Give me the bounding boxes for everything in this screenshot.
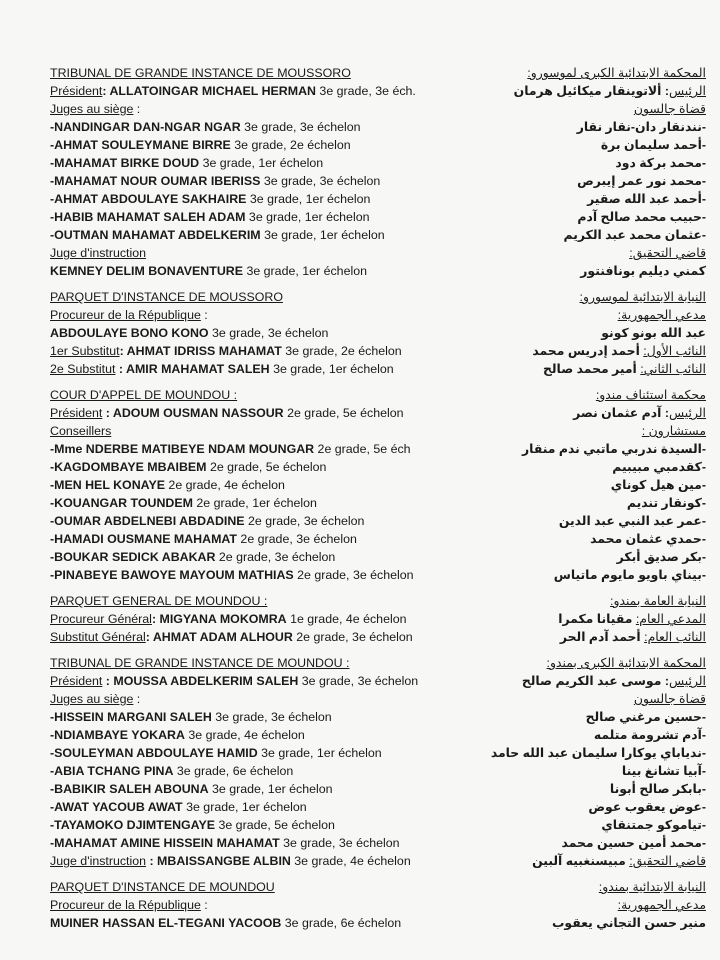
person-name: : موسى عبد الكريم صالح [521,674,669,688]
person-name: ABDOULAYE BONO KONO [50,326,209,340]
grade-text: 3e grade, 3e échelon [260,174,381,188]
person-name: -OUMAR ABDELNEBI ABDADINE [50,514,245,528]
councillors-list [50,440,470,584]
grade-text: 3e grade, 1er échelon [246,192,371,206]
section-title: COUR D'APPEL DE MOUNDOU : [50,388,238,402]
section-title: TRIBUNAL DE GRANDE INSTANCE DE MOUNDOU : [50,656,350,670]
section-title: PARQUET D'INSTANCE DE MOUSSORO [50,290,283,304]
person-name: : AMIR MAHAMAT SALEH [115,362,270,376]
role-label: Procureur de la République [50,308,201,322]
list-item [50,440,470,458]
person-name: : آدم عثمان نصر [573,406,669,420]
person-name: -حسين مرغني صالح [585,710,706,724]
section-parquet-moussoro-ar [476,288,706,378]
grade-text: 2e grade, 3e échelon [215,550,336,564]
person-name: : ADOUM OUSMAN NASSOUR [102,406,284,420]
list-item [476,708,706,726]
role-label: مستشارون : [641,424,706,438]
person-name: -SOULEYMAN ABDOULAYE HAMID [50,746,258,760]
person-name: -كقدمبي مبيبيم [612,460,706,474]
role-label: المدعي العام: [635,612,706,626]
list-item [476,834,706,852]
grade-text: 3e grade, 5e échelon [215,818,335,832]
role-label: قضاة جالسون [633,692,706,706]
person-name: : ألاتوينقار ميكائيل هرمان [513,84,669,98]
list-item [50,458,470,476]
grade-text: 3e grade, 4e échelon [184,728,305,742]
list-item [476,476,706,494]
person-name: : AHMAT IDRISS MAHAMAT [119,344,282,358]
role-label: قاضي التحقيق: [629,854,706,868]
role-label: الرئيس [668,406,706,420]
person-name: -نندنقار دان-نقار نقار [576,120,706,134]
list-item [50,494,470,512]
person-name: -حمدي عثمان محمد [590,532,706,546]
person-name: -Mme NDERBE MATIBEYE NDAM MOUNGAR [50,442,315,456]
section-cour-appel-moundou-ar [476,386,706,584]
section-parquet-moundou-ar [476,878,706,932]
section-title: محكمة استئناف مندو: [595,388,706,402]
person-name: -عثمان محمد عبد الكريم [563,228,706,242]
grade-text: 2e grade, 3e échelon [244,514,365,528]
list-item [476,744,706,762]
list-item [476,530,706,548]
grade-text: 3e grade, 1er échelon [199,156,324,170]
section-tgi-moundou-ar [476,654,706,870]
person-name: : ALLATOINGAR MICHAEL HERMAN [102,84,316,98]
section-title: النيابة العامة بمندو: [610,594,706,608]
role-label: مدعي الجمهورية: [617,898,706,912]
person-name: : MBAISSANGBE ALBIN [146,854,291,868]
role-label: Procureur de la République [50,898,201,912]
grade-text: 2e grade, 5e échelon [283,406,404,420]
section-parquet-moundou: PARQUET D'INSTANCE DE MOUNDOU Procureur de la République : MUINER HASSAN EL-TEGANI YACOOB 3e grade, 6e échelon [50,880,402,930]
judges-list [476,118,706,244]
person-name: -OUTMAN MAHAMAT ABDELKERIM [50,228,261,242]
list-item [50,708,470,726]
list-item [476,136,706,154]
list-item [476,458,706,476]
section-title: PARQUET D'INSTANCE DE MOUNDOU [50,880,275,894]
person-name: -بابكر صالح أبونا [609,782,706,796]
role-label: الرئيس [668,674,706,688]
grade-text: 2e grade, 3e échelon [292,630,413,644]
grade-text: 2e grade, 3e échelon [293,568,414,582]
list-item [50,798,470,816]
list-item [50,154,470,172]
list-item [50,780,470,798]
list-item [50,548,470,566]
list-item [50,566,470,584]
list-item [476,798,706,816]
grade-text: 3e grade, 1er échelon [182,800,307,814]
person-name: : AHMAT ADAM ALHOUR [145,630,293,644]
grade-text: 3e grade, 2e échelon [230,138,351,152]
section-title: TRIBUNAL DE GRANDE INSTANCE DE MOUSSORO [50,66,351,80]
grade-text: 3e grade, 3e échelon [208,326,329,340]
person-name: -ABIA TCHANG PINA [50,764,174,778]
section-title: المحكمة الابتدائية الكبرى لموسورو: [527,66,706,80]
role-label: النائب العام: [644,630,706,644]
role-label: النائب الثاني: [640,362,706,376]
person-name: -محمد نور عمر إيبرص [577,174,706,188]
section-title: النيابة الابتدائية بمندو: [598,880,706,894]
grade-text: 2e grade, 5e éch [314,442,411,456]
role-label: Président [50,406,103,420]
person-name: -HABIB MAHAMAT SALEH ADAM [50,210,246,224]
role-label: Procureur Général [50,612,152,626]
grade-text: 3e grade, 6e échelon [281,916,402,930]
grade-text: 2e grade, 5e échelon [206,460,327,474]
role-label: Conseillers [50,424,112,438]
grade-text: 3e grade, 3e échelon [279,836,400,850]
list-item [476,154,706,172]
person-name: -NANDINGAR DAN-NGAR NGAR [50,120,241,134]
role-label: قاضي التحقيق: [629,246,706,260]
role-label: قضاة جالسون [633,102,706,116]
section-tgi-moundou: TRIBUNAL DE GRANDE INSTANCE DE MOUNDOU : Président : MOUSSA ABDELKERIM SALEH 3e grade, 3e échelon Juges au siège : -HISSEIN MARGANI SALEH 3e grade, 3e échelon -NDIAMBAYE YOKARA 3e grade, 4e échelon -SOULEYMAN ABDOULAYE HAMID 3e grade, 1er échelon -ABIA TCHANG PINA 3e grade, 6e échelon -BABIKIR SALEH ABOUNA 3e grade, 1er échelon -AWAT YACOUB AWAT 3e grade, 1er échelon -TAYAMOKO DJIMTENGAYE 3e grade, 5e échelon -MAHAMAT AMINE HISSEIN MAHAMAT 3e grade, 3e échelon Juge d'instruction : MBAISSANGBE ALBIN 3e grade, 4e échelon [50,654,470,870]
list-item [50,816,470,834]
grade-text: 3e grade, 1er échelon [260,228,385,242]
person-name: منير حسن التجاني يعقوب [551,916,706,930]
role-label: الرئيس [668,84,706,98]
grade-text: 3e grade, 1er échelon [243,264,367,278]
person-name: -حبيب محمد صالح آدم [577,210,706,224]
section-parquet-general-moundou-ar [476,592,706,646]
person-name: -AHMAT SOULEYMANE BIRRE [50,138,231,152]
list-item [50,744,470,762]
section-tgi-moussoro: TRIBUNAL DE GRANDE INSTANCE DE MOUSSORO Président: ALLATOINGAR MICHAEL HERMAN 3e grade, 3e éch. Juges au siège : -NANDINGAR DAN-NGAR NGAR 3e grade, 3e échelon -AHMAT SOULEYMANE BIRRE 3e grade, 2e échelon -MAHAMAT BIRKE DOUD 3e grade, 1er échelon -MAHAMAT NOUR OUMAR IBERISS 3e grade, 3e échelon -AHMAT ABDOULAYE SAKHAIRE 3e grade, 1er échelon -HABIB MAHAMAT SALEH ADAM 3e grade, 1er échelon -OUTMAN MAHAMAT ABDELKERIM 3e grade, 1er échelon Juge d'instruction KEMNEY DELIM BONAVENTURE 3e grade, 1er échelon [50,64,470,280]
person-name: أحمد آدم الحر [559,630,645,644]
person-name: -أحمد سليمان برة [600,138,706,152]
role-label: مدعي الجمهورية: [617,308,706,322]
person-name: -ندياباي يوكارا سليمان عبد الله حامد [490,746,706,760]
list-item [50,190,470,208]
person-name: -كونقار تنديم [626,496,706,510]
role-label: Juge d'instruction [50,246,147,260]
grade-text: 3e grade, 3e éch. [315,84,416,98]
list-item [476,208,706,226]
list-item [50,136,470,154]
grade-text: 3e grade, 3e échelon [211,710,332,724]
person-name: -محمد أمين حسين محمد [561,836,706,850]
list-item [476,726,706,744]
person-name: -PINABEYE BAWOYE MAYOUM MATHIAS [50,568,294,582]
list-item [476,440,706,458]
person-name: MUINER HASSAN EL-TEGANI YACOOB [50,916,282,930]
person-name: -MAHAMAT BIRKE DOUD [50,156,200,170]
grade-text: 2e grade, 1er échelon [192,496,317,510]
person-name: -MAHAMAT NOUR OUMAR IBERISS [50,174,261,188]
person-name: -مين هيل كوناي [610,478,706,492]
person-name: أمير محمد صالح [542,362,641,376]
list-item [50,208,470,226]
person-name: -محمد بركة دود [615,156,706,170]
french-column [50,64,470,936]
person-name: -السيدة ندربي ماتبي ندم منقار [522,442,706,456]
section-cour-appel-moundou [50,386,470,584]
role-label: Substitut Général [50,630,146,644]
list-item [50,530,470,548]
grade-text: 3e grade, 1er échelon [257,746,382,760]
list-item [50,834,470,852]
list-item [50,476,470,494]
person-name: -آدم تشرومة متلمه [593,728,706,742]
grade-text: 3e grade, 1er échelon [208,782,333,796]
grade-text: 2e grade, 3e échelon [236,532,357,546]
councillors-list [476,440,706,584]
list-item [476,762,706,780]
list-item [50,172,470,190]
list-item [50,512,470,530]
section-title: PARQUET GENERAL DE MOUNDOU : [50,594,268,608]
person-name: -BOUKAR SEDICK ABAKAR [50,550,216,564]
person-name: -AWAT YACOUB AWAT [50,800,183,814]
judges-list [50,118,470,244]
role-label: Président [50,674,103,688]
person-name: -تياموكو جمتنقاي [601,818,706,832]
person-name: : MIGYANA MOKOMRA [151,612,287,626]
list-item [476,118,706,136]
person-name: أحمد إدريس محمد [532,344,644,358]
judges-list [476,708,706,852]
person-name: -BABIKIR SALEH ABOUNA [50,782,209,796]
role-label: النائب الأول: [643,344,706,358]
person-name: -MEN HEL KONAYE [50,478,165,492]
list-item [50,118,470,136]
section-title: النيابة الابتدائية لموسورو: [579,290,706,304]
role-label: Juge d'instruction [50,854,147,868]
grade-text: 3e grade, 1er échelon [269,362,394,376]
section-parquet-moussoro: PARQUET D'INSTANCE DE MOUSSORO Procureur de la République : ABDOULAYE BONO KONO 3e grade, 3e échelon 1er Substitut: AHMAT IDRISS MAHAMAT 3e grade, 2e échelon 2e Substitut : AMIR MAHAMAT SALEH 3e grade, 1er échelon [50,290,402,376]
grade-text: 3e grade, 6e échelon [173,764,294,778]
list-item [476,816,706,834]
person-name: مبيسنغبيه آلبين [532,854,630,868]
person-name: -NDIAMBAYE YOKARA [50,728,185,742]
person-name: -بيناي باويو مايوم ماتياس [553,568,706,582]
section-tgi-moussoro-ar [476,64,706,280]
section-title: المحكمة الابتدائية الكبرى بمندو: [546,656,706,670]
list-item [476,780,706,798]
person-name: : MOUSSA ABDELKERIM SALEH [102,674,299,688]
list-item [476,226,706,244]
person-name: -AHMAT ABDOULAYE SAKHAIRE [50,192,247,206]
section-parquet-general-moundou [50,592,470,646]
role-label: Juges au siège [50,692,134,706]
person-name: -KAGDOMBAYE MBAIBEM [50,460,207,474]
person-name: -عوض يعقوب عوض [588,800,706,814]
list-item [50,726,470,744]
grade-text: 3e grade, 3e échelon [240,120,361,134]
grade-text: 3e grade, 4e échelon [290,854,411,868]
person-name: -عمر عبد النبي عبد الدين [558,514,706,528]
role-label: 2e Substitut [50,362,116,376]
person-name: كمني ديليم بونافنتور [580,264,706,278]
person-name: -بكر صديق أبكر [616,550,706,564]
person-name: -آبيا تشانغ بينا [621,764,706,778]
list-item [476,512,706,530]
list-item [50,226,470,244]
list-item [50,762,470,780]
role-label: 1er Substitut [50,344,120,358]
person-name: KEMNEY DELIM BONAVENTURE [50,264,243,278]
person-name: -TAYAMOKO DJIMTENGAYE [50,818,216,832]
person-name: -أحمد عبد الله صقير [587,192,706,206]
grade-text: 3e grade, 2e échelon [281,344,402,358]
person-name: -KOUANGAR TOUNDEM [50,496,193,510]
list-item [476,548,706,566]
role-label: Juges au siège [50,102,134,116]
person-name: -MAHAMAT AMINE HISSEIN MAHAMAT [50,836,280,850]
grade-text: 3e grade, 3e échelon [298,674,419,688]
list-item [476,566,706,584]
grade-text: 1e grade, 4e échelon [286,612,407,626]
grade-text: 3e grade, 1er échelon [245,210,370,224]
person-name: -HISSEIN MARGANI SALEH [50,710,212,724]
judges-list [50,708,470,852]
grade-text: 2e grade, 4e échelon [164,478,285,492]
person-name: -HAMADI OUSMANE MAHAMAT [50,532,237,546]
list-item [476,494,706,512]
list-item [476,172,706,190]
list-item [476,190,706,208]
person-name: مقيانا مكمرا [558,612,636,626]
arabic-column [476,64,706,936]
person-name: عبد الله بونو كونو [601,326,706,340]
role-label: Président [50,84,103,98]
